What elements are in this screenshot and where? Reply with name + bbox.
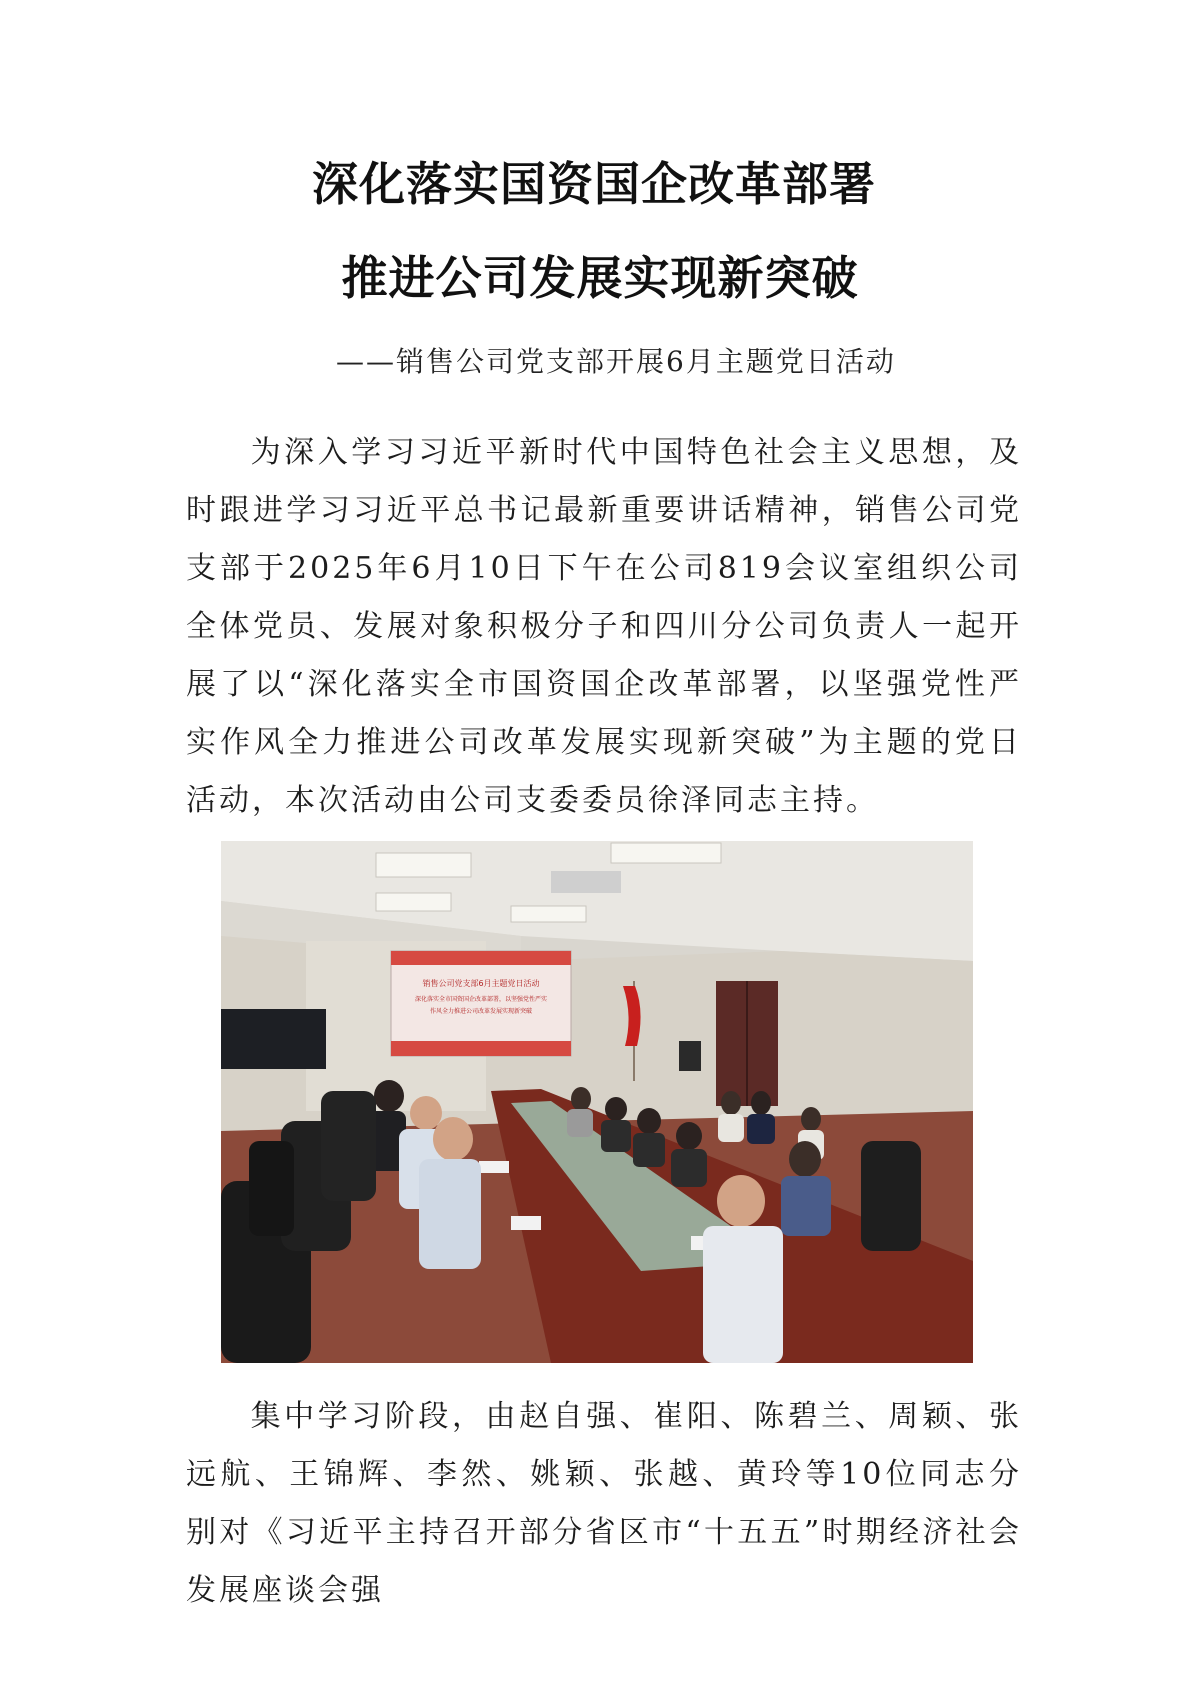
paragraph-2: [186, 1388, 1022, 1620]
subtitle: ——销售公司党支部开展6月主题党日活动: [336, 345, 896, 378]
screen-text-1: 销售公司党支部6月主题党日活动: [422, 979, 540, 988]
screen-text-2: 深化落实全市国资国企改革部署，以坚强党性严实: [414, 996, 548, 1003]
projection-screen: [391, 951, 571, 1056]
title-line-2: 推进公司发展实现新突破: [341, 251, 859, 305]
meeting-photo: [221, 841, 973, 1363]
paragraph-2-text: 集中学习阶段，由赵自强、崔阳、陈碧兰、周颖、张远航、王锦辉、李然、姚颖、张越、黄玲等10位同志分别对《习近平主持召开部分省区市“十五五”时期经济社会发展座谈会强: [186, 1399, 1022, 1608]
paragraph-1-text: 为深入学习习近平新时代中国特色社会主义思想，及时跟进学习习近平总书记最新重要讲话精神，销售公司党支部于2025年6月10日下午在公司819会议室组织公司全体党员、发展对象积极分子和四川分公司负责人一起开展了以“深化落实全市国资国企改革部署，以坚强党性严实作风全力推进公司改革发展实现新突破”为主题的党日活动，本次活动由公司支委委员徐泽同志主持。: [186, 435, 1022, 818]
paragraph-1: [186, 424, 1022, 830]
title-line-1: 深化落实国资国企改革部署: [312, 157, 876, 211]
screen-text-3: 作风全力推进公司改革发展实现新突破: [429, 1008, 533, 1015]
